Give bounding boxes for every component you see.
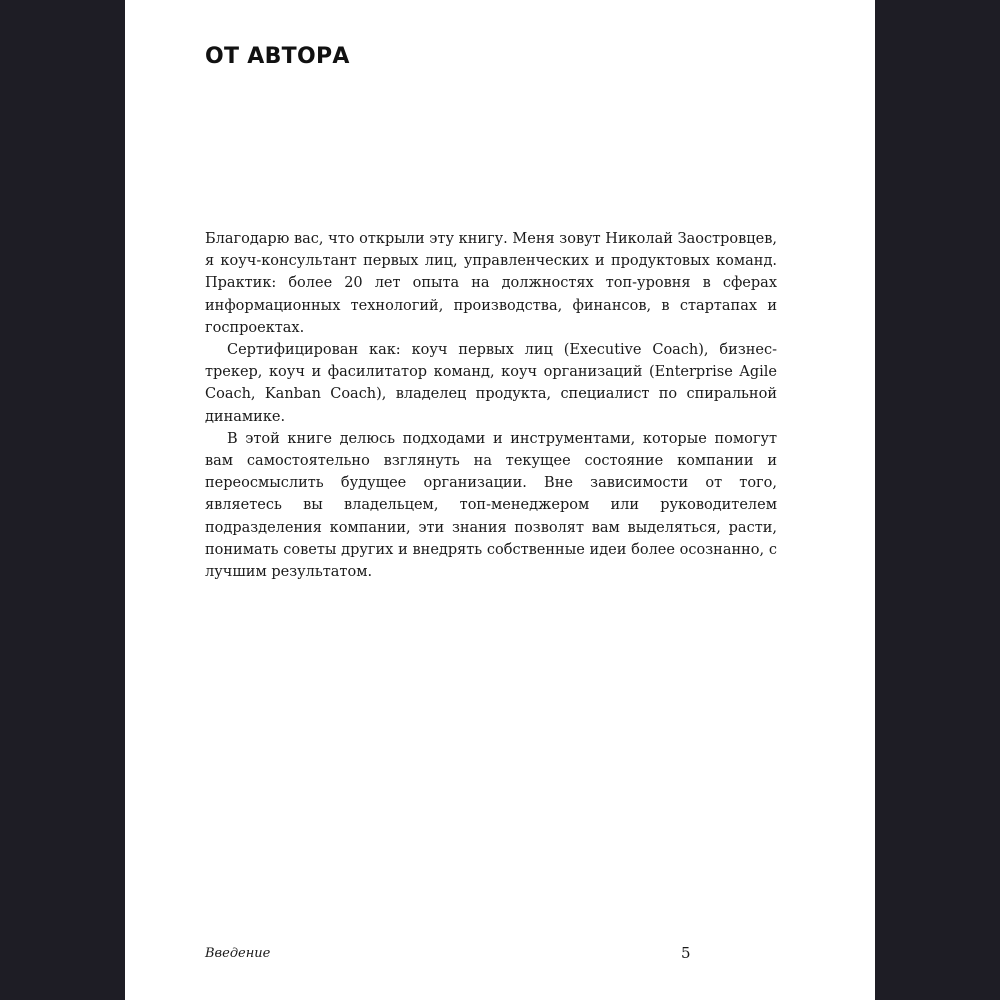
body-text [205, 228, 777, 583]
paragraph-certifications: Сертифицирован как: коуч первых лиц (Executive Coach), бизнес-трекер, коуч и фасилитатор команд, коуч организаций (Enterprise Agile Coach, Kanban Coach), владелец продукта, специалист по спиральной динамике. [205, 342, 777, 425]
book-page [125, 0, 875, 1000]
page-number: 5 [681, 944, 691, 962]
paragraph-book-purpose: В этой книге делюсь подходами и инструментами, которые помогут вам самостоятельно взглянуть на текущее состояние компании и переосмыслить будущее организации. Вне зависимости от того, являетесь вы владельцем, топ-менеджером или руководителем подразделения компании, эти знания позволят вам выделяться, расти, понимать советы других и внедрять собственные идеи более осознанно, с лучшим результатом. [205, 430, 777, 581]
page-title: ОТ АВТОРА [205, 44, 350, 69]
running-footer-section: Введение [205, 946, 271, 961]
paragraph-intro: Благодарю вас, что открыли эту книгу. Меня зовут Николай Заостровцев, я коуч-консультант первых лиц, управленческих и продуктовых команд. Практик: более 20 лет опыта на должностях топ-уровня в сферах информационных технологий, производства, финансов, в стартапах и госпроектах. [205, 231, 777, 336]
